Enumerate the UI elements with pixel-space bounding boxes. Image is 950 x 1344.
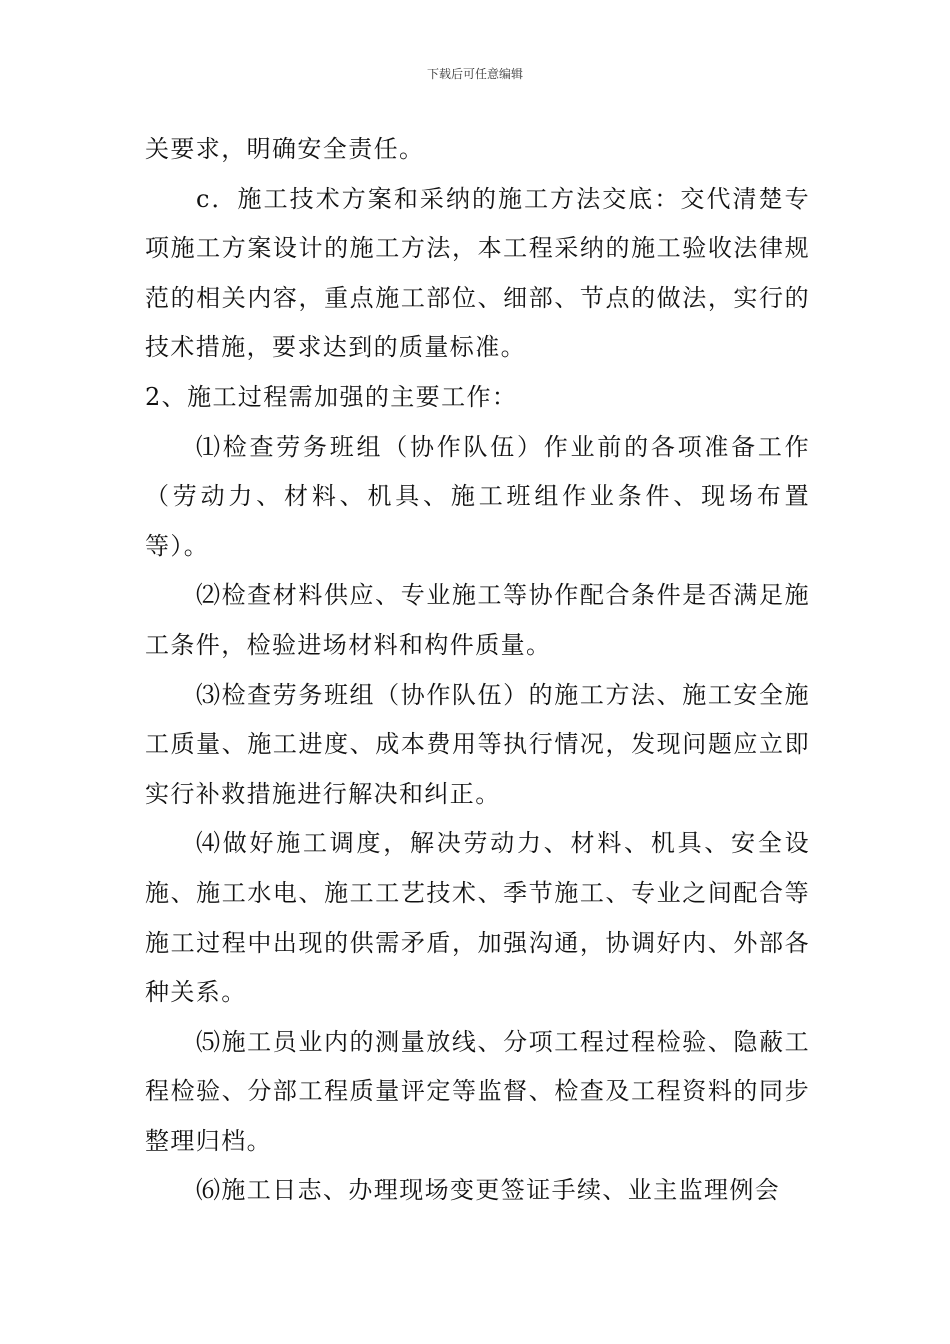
list-item-4-scheduling: ⑷做好施工调度，解决劳动力、材料、机具、安全设施、施工水电、施工工艺技术、季节施工、专业之间配合等施工过程中出现的供需矛盾，加强沟通，协调好内、外部各种关系。 (145, 829, 810, 1007)
page-header: 下载后可任意编辑 (426, 67, 523, 81)
list-item-5-inspection-records: ⑸施工员业内的测量放线、分项工程过程检验、隐蔽工程检验、分部工程质量评定等监督、检查及工程资料的同步整理归档。 (145, 1027, 810, 1155)
paragraph-construction-method-briefing: c．施工技术方案和采纳的施工方法交底：交代清楚专项施工方案设计的施工方法，本工程采纳的施工验收法律规范的相关内容，重点施工部位、细部、节点的做法，实行的技术措施，要求达到的质量标准。 (145, 184, 810, 362)
list-item-2-material-check: ⑵检查材料供应、专业施工等协作配合条件是否满足施工条件，检验进场材料和构件质量。 (145, 581, 810, 659)
section-heading-main-work: 2、施工过程需加强的主要工作： (145, 382, 518, 411)
list-item-6-site-log: ⑹施工日志、办理现场变更签证手续、业主监理例会 (196, 1176, 781, 1205)
list-item-3-method-check: ⑶检查劳务班组（协作队伍）的施工方法、施工安全施工质量、施工进度、成本费用等执行情况，发现问题应立即实行补救措施进行解决和纠正。 (145, 680, 810, 808)
paragraph-safety-responsibility: 关要求，明确安全责任。 (145, 135, 425, 163)
document-body (145, 125, 810, 1216)
list-item-1-preparation-check: ⑴检查劳务班组（协作队伍）作业前的各项准备工作（劳动力、材料、机具、施工班组作业条件、现场布置等）。 (145, 432, 810, 560)
